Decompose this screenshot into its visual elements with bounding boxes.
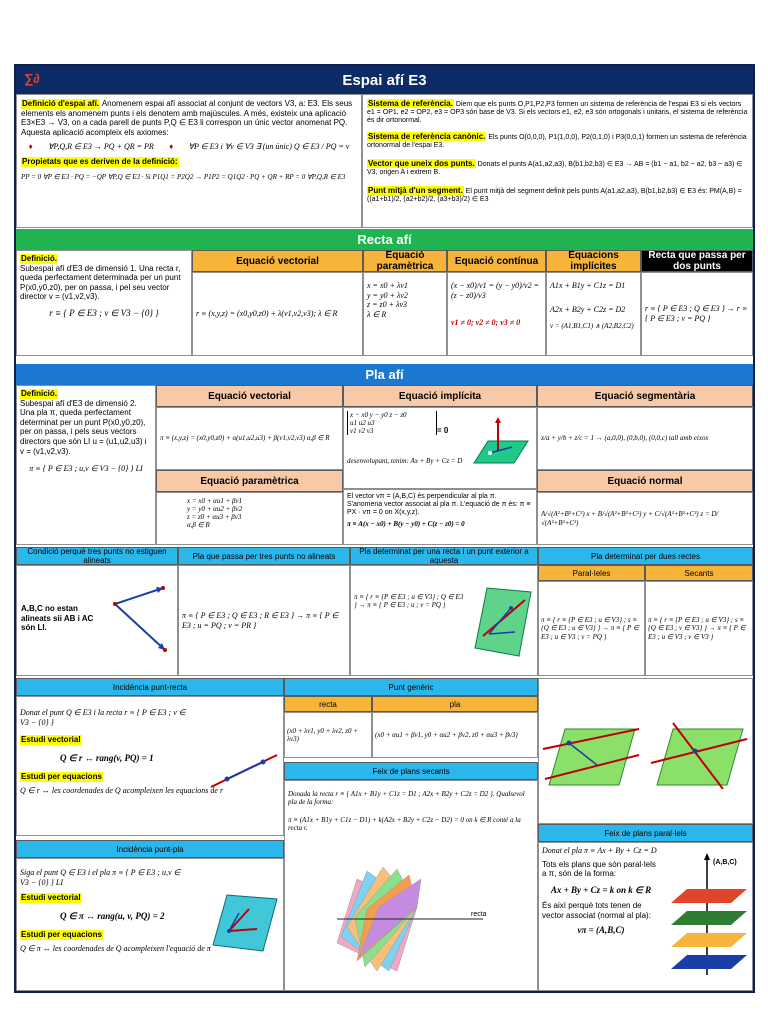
pla-def-label: Definició.: [21, 389, 58, 398]
paralels-given: Donat el pla π ≡ Ax + By + Cz = D: [542, 846, 657, 855]
pla-title: Pla afí: [365, 367, 404, 382]
inc-pla-given: Siga el punt Q ∈ E3 i el pla π ≡ { P ∈ E3 ; u,v ∈ V3 − {0} } LI: [20, 868, 181, 887]
paraleles-eq: π ≡ { r ≡ {P ∈ E3 ; u ∈ V3} ; s ≡ {Q ∈ E3 ; u ∈ V3} } → π ≡ { P ∈ E3 ; u ∈ V3 ; v = PQ }: [541, 616, 640, 641]
pla-eq-normal-text: El vector vπ = (A,B,C) és perpendicular al pla π. S'anomena vector associat al pla π. L'equació de π és: π ≡ PX · vπ = 0 on X(x,y,z).: [347, 493, 531, 517]
feix-recta-label: recta: [471, 911, 487, 918]
ref-label: Sistema de referència.: [368, 99, 453, 108]
vec-label: Vector que uneix dos punts.: [368, 159, 475, 169]
pla-impl-det-r1: x − x0 y − y0 z − z0: [350, 411, 407, 419]
h-incidencia-pla: Incidència punt-pla: [16, 840, 284, 858]
alineats-text: A,B,C no estan alineats sii AB i AC són LI.: [21, 604, 94, 633]
recta-eq-dos-punts: r ≡ { P ∈ E3 ; Q ∈ E3 } → r ≡ { P ∈ E3 ; v = PQ }: [645, 304, 748, 323]
generic-recta: (x0 + λv1, y0 + λv2, z0 + λv3): [287, 726, 358, 743]
recta-eq-dos-punts-cell: [641, 272, 753, 356]
pla-impl-determinant: [347, 411, 437, 435]
generic-recta-cell: [284, 712, 372, 758]
recta-eq-vectorial: r ≡ (x,y,z) = (x0,y0,z0) + λ(v1,v2,v3); λ ∈ R: [196, 309, 338, 319]
ref-text: Diem que els punts O,P1,P2,P3 formen un sistema de referència de l'espai E3 si els vectors e1 = OP1, e2 = OP2, e3 = OP3 són base de V3. Si els vectors e1, e2, e3 són ortogonals i unitaris, el sistema de referència és dir ortonormal.: [367, 101, 748, 125]
pla-eq-param-cell: [156, 492, 343, 545]
recta-definition: [16, 250, 192, 356]
canon-text: Els punts O(0,0,0), P1(1,0,0), P2(0,1,0) i P3(0,0,1) formen un sistema de referència ortonormal de l'espai E3.: [367, 134, 747, 150]
pla-impl-det-r3: v1 v2 v3: [350, 427, 374, 436]
props-text: PP = 0 ∀P ∈ E3 · PQ = −QP ∀P,Q ∈ E3 · Si P1Q1 = P2Q2 → P1P2 = Q1Q2 · PQ + QR + RP = 0 ∀P,Q,R ∈ E3: [21, 172, 346, 181]
generic-pla-cell: [372, 712, 538, 758]
tres-punts-cell: [178, 565, 350, 676]
pla-col-parametrica: Equació paramètrica: [156, 470, 343, 492]
intro-right: [362, 94, 753, 228]
diagram-abc-label: (A,B,C): [713, 859, 737, 866]
pla-def-formula: π ≡ { P ∈ E3 ; u,v ∈ V3 − {0} } LI: [29, 464, 143, 474]
sub-pla: pla: [372, 696, 538, 712]
sub-secants: Secants: [645, 565, 753, 581]
recta-col-continua: Equació contínua: [447, 250, 546, 272]
parallel-planes-diagram: [667, 851, 751, 981]
pencil-of-planes-diagram: [337, 867, 487, 975]
pla-eq-param-1: x = x0 + αu1 + βv1: [187, 497, 243, 505]
recta-eq-param-cond: λ ∈ R: [367, 309, 387, 319]
feix-given: Donada la recta r ≡ { A1x + B1y + C1z = D1 ; A2x + B2y + C2z = D2 }. Qualsevol pla de la forma:: [288, 790, 525, 807]
h-recta-punt: Pla determinat per una recta i un punt exterior a aquesta: [350, 547, 538, 565]
feix-formula: π ≡ (A1x + B1y + C1z − D1) + k(A2x + B2y + C2z − D2) = 0 on k ∈ R conté a la recta r.: [288, 816, 521, 833]
tres-punts-eq: π ≡ { P ∈ E3 ; Q ∈ E3 ; R ∈ E3 } → π ≡ { P ∈ E3 ; u = PQ ; v = PR }: [182, 610, 339, 630]
feix-paralels-cell: [538, 842, 753, 991]
paralels-text1: Tots els plans que són paral·lels a π, són de la forma:: [542, 859, 656, 879]
h-punt-generic: Punt genèric: [284, 678, 538, 696]
axiom-2: ∀P ∈ E3 i ∀v ∈ V3 ∃ (un únic) Q ∈ E3 / PQ = v: [188, 142, 350, 152]
h-alineats: Condició perquè tres punts no estiguen alineats: [16, 547, 178, 565]
recta-eq-impl-v: v = (A1,B1,C1) ∧ (A2,B2,C2): [550, 322, 634, 331]
recta-section-bar: [16, 229, 753, 250]
point-plane-diagram: [209, 889, 281, 957]
pla-col-segmentaria: Equació segmentària: [537, 385, 753, 407]
pla-eq-vectorial: π ≡ (x,y,z) = (x0,y0,z0) + α(u1,u2,u3) + β(v1,v2,v3) α,β ∈ R: [160, 434, 330, 443]
pla-eq-implicita-cell: [343, 407, 537, 489]
pla-col-normal: Equació normal: [537, 470, 753, 492]
inc-pla-vec: Q ∈ π ↔ rang(u, v, PQ) = 2: [60, 910, 165, 921]
plane-normal-diagram: [468, 413, 532, 469]
sub-paraleles: Paral·leles: [538, 565, 645, 581]
recta-punt-cell: [350, 565, 538, 676]
secants-eq: π ≡ { r ≡ {P ∈ E3 ; u ∈ V3} ; s ≡ {Q ∈ E3 ; v ∈ V3} } → π ≡ { P ∈ E3 ; u ∈ V3 ; v ∈ V3 }: [648, 616, 746, 641]
paralels-text2: És així perquè tots tenen de vector associat (normal al pla):: [542, 901, 651, 920]
triangle-points-diagram: [109, 576, 175, 662]
recta-eq-continua: (x − x0)/v1 = (y − y0)/v2 = (z − z0)/v3: [451, 281, 539, 300]
recta-eq-continua-cell: [447, 272, 546, 356]
pla-eq-normal-right: A/√(A²+B²+C²) x + B/√(A²+B²+C²) y + C/√(A²+B²+C²) z = D/√(A²+B²+C²): [541, 510, 719, 527]
pla-eq-segmentaria: x/a + y/b + z/c = 1 → (a,0,0), (0,b,0), (0,0,c) tall amb eixos: [541, 434, 709, 443]
pla-col-implicita: Equació implícita: [343, 385, 537, 407]
pla-col-vectorial: Equació vectorial: [156, 385, 343, 407]
recta-eq-impl-1: A1x + B1y + C1z = D1: [550, 281, 626, 290]
axiom-2-bullet: ♦: [169, 142, 174, 152]
paraleles-cell: [538, 581, 645, 676]
alineats-cell: [16, 565, 178, 676]
recta-def-text: Subespai afí d'E3 de dimensió 1. Una recta r, queda perfectament determinada per un punt P(x0,y0,z0), per on passa, i pel seu vector director v = (v1,v2,v3).: [20, 263, 181, 302]
h-feix-secants: Feix de plans secants: [284, 762, 538, 780]
props-label: Propietats que es deriven de la definició:: [22, 156, 178, 166]
incidencia-recta-cell: [16, 696, 284, 836]
h-dues-rectes: Pla determinat per dues rectes: [538, 547, 753, 565]
pla-section-bar: [16, 364, 753, 385]
pla-eq-normal-text-cell: [343, 489, 537, 545]
generic-pla: (x0 + αu1 + βv1, y0 + αu2 + βv2, z0 + αu3 + βv3): [375, 730, 518, 739]
inc-recta-vec: Q ∈ r ↔ rang(v, PQ) = 1: [60, 752, 154, 763]
recta-col-parametrica: Equació paramètrica: [363, 250, 447, 272]
dues-rectes-diagrams: [538, 678, 753, 824]
inc-recta-eq-label: Estudi per equacions: [21, 772, 102, 782]
axiom-1-bullet: ♦: [28, 142, 33, 152]
incidencia-pla-cell: [16, 858, 284, 991]
inc-recta-vec-label: Estudi vectorial: [21, 735, 81, 745]
canon-label: Sistema de referència canònic.: [368, 132, 486, 142]
pla-eq-param-2: y = y0 + αu2 + βv2: [187, 505, 243, 514]
pla-eq-normal-cell: [537, 492, 753, 545]
mid-label: Punt mitjà d'un segment.: [368, 186, 463, 196]
inc-pla-eq: Q ∈ π ↔ les coordenades de Q acompleixen l'equació de π: [20, 943, 211, 953]
pla-impl-dev: desenvolupant, tenim: Ax + By + Cz = D: [347, 457, 463, 466]
inc-pla-eq-label: Estudi per equacions: [21, 930, 102, 940]
axiom-1: ∀P,Q,R ∈ E3 → PQ + QR = PR: [48, 142, 154, 152]
secant-lines-diagram: [649, 719, 749, 793]
pla-definition: [16, 385, 156, 545]
recta-punt-eq: π ≡ { r ≡ {P ∈ E3 ; u ∈ V3} ; Q ∈ E3 } → π ≡ { P ∈ E3 ; u ; v = PQ }: [354, 593, 464, 610]
recta-eq-impl-cell: [546, 272, 641, 356]
title-bar: [16, 66, 753, 94]
vec-text: Donats el punts A(a1,a2,a3), B(b1,b2,b3) ∈ E3 → AB = (b1 − a1, b2 − a2, b3 − a3) ∈ V3, origen A i extrem B.: [367, 161, 743, 177]
sub-recta: recta: [284, 696, 372, 712]
recta-col-implicites: Equacions implícites: [546, 250, 641, 272]
pla-impl-det-r2: u1 u2 u3: [350, 419, 375, 428]
pla-eq-param-3: z = z0 + αu3 + βv3: [187, 513, 242, 522]
recta-title: Recta afí: [357, 232, 412, 247]
point-line-diagram: [207, 747, 281, 797]
recta-eq-impl-2: A2x + B2y + C2z = D2: [550, 304, 626, 314]
pla-eq-vectorial-cell: [156, 407, 343, 470]
inc-recta-eq: Q ∈ r ↔ les coordenades de Q acompleixen les equacions de r: [20, 785, 224, 795]
recta-eq-param-2: y = y0 + λv2: [367, 290, 408, 300]
pla-eq-segmentaria-cell: [537, 407, 753, 470]
line-point-plane-diagram: [471, 578, 535, 664]
page-title: Espai afí E3: [342, 71, 427, 89]
recta-def-label: Definició.: [21, 254, 58, 263]
pla-impl-det-eq: = 0: [437, 426, 449, 435]
h-tres-punts: Pla que passa per tres punts no alineats: [178, 547, 350, 565]
logo: ∑∂: [24, 71, 40, 86]
paralels-formula: Ax + By + Cz = k on k ∈ R: [550, 884, 652, 895]
pla-eq-normal-formula: π ≡ A(x − x0) + B(y − y0) + C(z − z0) = 0: [347, 520, 465, 529]
inc-pla-vec-label: Estudi vectorial: [21, 893, 81, 903]
pla-def-text: Subespai afí d'E3 de dimensió 2. Una pla π, queda perfectament determinat per un punt P(x0,y0,z0), per on passa, i pels seus vectors directors que són LI u = (u1,u2,u3) i v = (v1,v2,v3).: [20, 398, 147, 456]
feix-secants-cell: [284, 780, 538, 991]
h-incidencia-recta: Incidència punt-recta: [16, 678, 284, 696]
mid-text: El punt mitjà del segment definit pels punts A(a1,a2,a3), B(b1,b2,b3) ∈ E3 és: PM(A,B) = ((a1+b1)/2, (a2+b2)/2, (a3+b3)/2) ∈ E3: [367, 188, 742, 204]
recta-eq-param-3: z = z0 + λv3: [367, 300, 408, 310]
recta-def-formula: r ≡ { P ∈ E3 ; v ∈ V3 − {0} }: [49, 307, 159, 318]
def-espai-label: Definició d'espai afí.: [22, 99, 100, 108]
recta-col-vectorial: Equació vectorial: [192, 250, 363, 272]
recta-eq-param-1: x = x0 + λv1: [367, 281, 408, 290]
recta-col-dos-punts: Recta que passa per dos punts: [641, 250, 753, 272]
paralels-vector: vπ = (A,B,C): [577, 925, 625, 936]
h-feix-paralels: Feix de plans paral·lels: [538, 824, 753, 842]
def-espai-text: Anomenem espai afí associat al conjunt de vectors V3, a: E3. Els seus elements els anomenem punts i els denotem amb majúscules. A més, existeix una aplicació E3×E3 → V3, on a cada parell de punts P,Q ∈ E3 li correspon un únic vector anomenat PQ. Aquesta aplicació acompleix els axiomes:: [21, 99, 353, 137]
parallel-lines-diagram: [541, 719, 641, 793]
inc-recta-given: Donat el punt Q ∈ E3 i la recta r ≡ { P ∈ E3 ; v ∈ V3 − {0} }: [20, 708, 186, 727]
recta-eq-vectorial-cell: [192, 272, 363, 356]
pla-eq-param-cond: α,β ∈ R: [187, 521, 210, 530]
recta-eq-param-cell: [363, 272, 447, 356]
secants-cell: [645, 581, 753, 676]
recta-eq-continua-cond: v1 ≠ 0; v2 ≠ 0; v3 ≠ 0: [451, 318, 521, 328]
formula-sheet: [14, 64, 755, 993]
intro-left: [16, 94, 362, 228]
